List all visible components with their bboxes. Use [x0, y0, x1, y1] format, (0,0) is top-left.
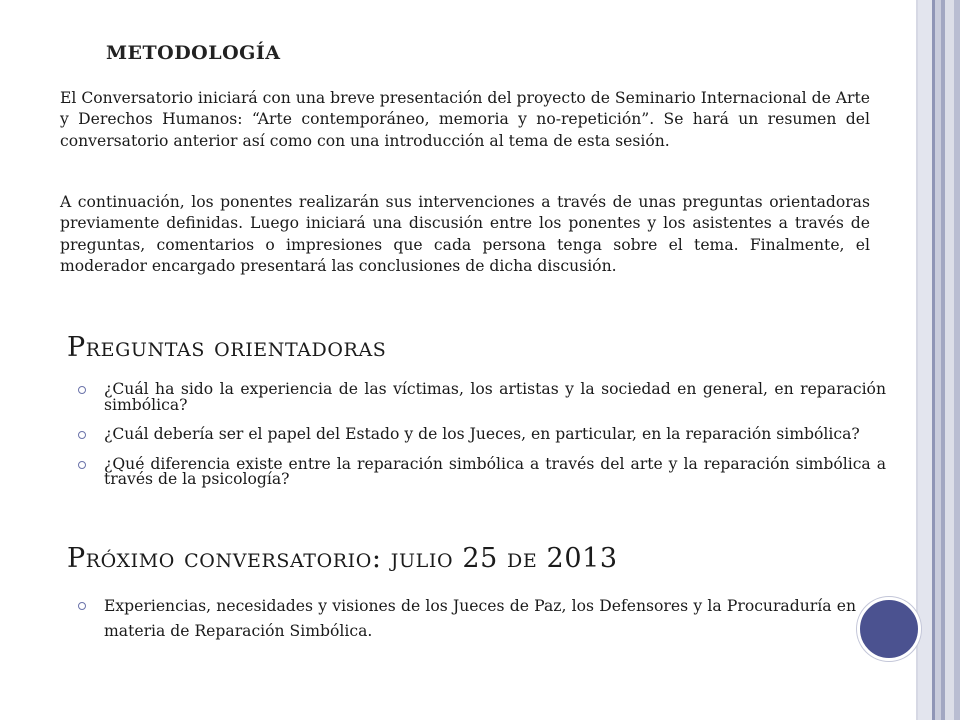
- list-item: [76, 594, 856, 644]
- question-text: ¿Cuál debería ser el papel del Estado y de los Jueces, en particular, en la reparación simbólica?: [104, 425, 860, 443]
- question-text: ¿Cuál ha sido la experiencia de las víctimas, los artistas y la sociedad en general, en reparación simbólica?: [104, 380, 886, 414]
- stripe: [954, 0, 960, 720]
- stripe: [918, 0, 932, 720]
- stripe: [945, 0, 954, 720]
- bullet-circle-icon: [78, 602, 86, 610]
- bullet-circle-icon: [78, 386, 86, 394]
- list-item: [76, 382, 886, 413]
- proximo-text: Experiencias, necesidades y visiones de los Jueces de Paz, los Defensores y la Procuraduría en materia de Reparación Simbólica.: [104, 597, 856, 640]
- question-text: ¿Qué diferencia existe entre la reparación simbólica a través del arte y la reparación simbólica a través de la psicología?: [104, 454, 886, 488]
- proximo-heading: Próximo conversatorio: julio 25 de 2013: [67, 543, 618, 574]
- bullet-circle-icon: [78, 461, 86, 469]
- metodologia-heading: METODOLOGÍA: [106, 42, 281, 64]
- preguntas-list: [76, 382, 886, 502]
- continuation-paragraph: A continuación, los ponentes realizarán sus intervenciones a través de unas preguntas orientadoras previamente definidas. Luego iniciará una discusión entre los ponentes y los asistentes a través de preguntas, comentarios o impresiones que cada persona tenga sobre el tema. Finalmente, el moderador encargado presentará las conclusiones de dicha discusión.: [60, 193, 870, 275]
- proximo-list: [76, 594, 856, 644]
- bullet-circle-icon: [78, 431, 86, 439]
- intro-paragraph: El Conversatorio iniciará con una breve presentación del proyecto de Seminario Internacional de Arte y Derechos Humanos: “Arte contemporáneo, memoria y no-repetición”. Se hará un resumen del conversatorio anterior así como con una introducción al tema de esta sesión.: [60, 89, 870, 150]
- list-item: [76, 427, 886, 443]
- list-item: [76, 454, 886, 488]
- decorative-circle: [857, 597, 921, 661]
- preguntas-heading: Preguntas orientadoras: [67, 332, 387, 363]
- right-edge-stripes: [916, 0, 960, 720]
